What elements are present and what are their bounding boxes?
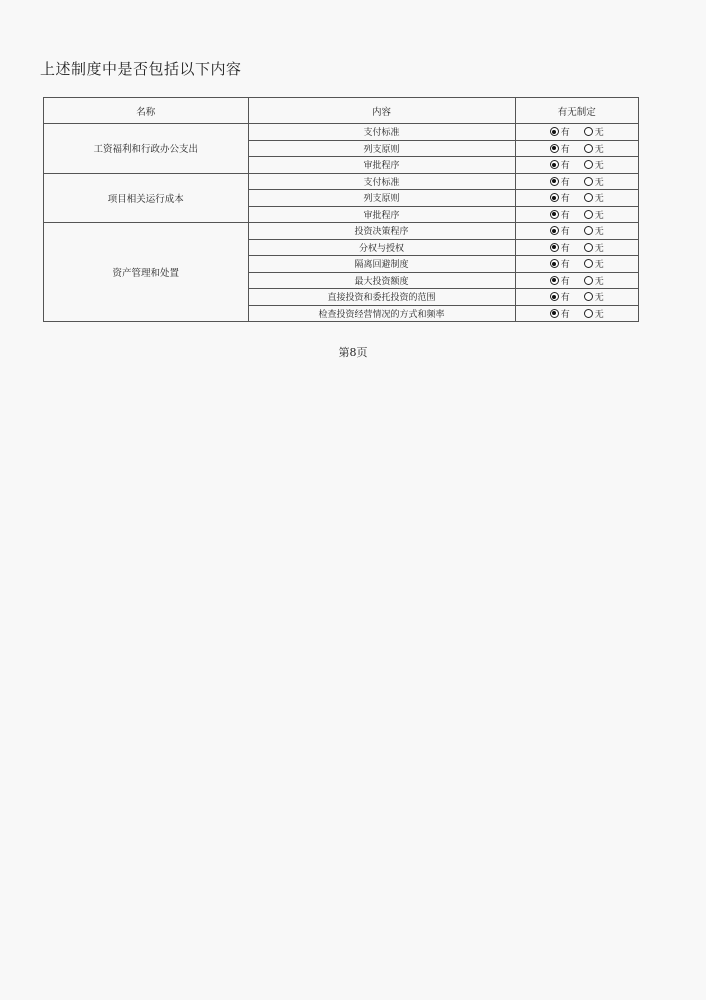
radio-group [516, 224, 638, 237]
radio-no-icon[interactable] [584, 160, 593, 169]
has-cell [515, 124, 638, 141]
radio-group [516, 142, 638, 155]
radio-label: 无 [594, 276, 604, 287]
table-row [44, 223, 639, 240]
radio-label: 有 [560, 177, 570, 188]
radio-label: 有 [560, 210, 570, 221]
radio-group [516, 191, 638, 204]
radio-yes-icon[interactable] [550, 127, 559, 136]
radio-option-no[interactable] [584, 208, 604, 221]
radio-yes-icon[interactable] [550, 309, 559, 318]
radio-label: 无 [594, 177, 604, 188]
radio-option-yes[interactable] [550, 175, 570, 188]
category-name: 项目相关运行成本 [44, 173, 249, 223]
radio-no-icon[interactable] [584, 259, 593, 268]
content-item: 隔离回避制度 [248, 256, 515, 273]
radio-yes-icon[interactable] [550, 177, 559, 186]
radio-label: 有 [560, 128, 570, 139]
radio-option-no[interactable] [584, 290, 604, 303]
radio-no-icon[interactable] [584, 292, 593, 301]
radio-no-icon[interactable] [584, 177, 593, 186]
content-item: 审批程序 [248, 206, 515, 223]
radio-label: 有 [560, 276, 570, 287]
radio-label: 有 [560, 243, 570, 254]
radio-label: 有 [560, 227, 570, 238]
radio-yes-icon[interactable] [550, 144, 559, 153]
radio-label: 无 [594, 161, 604, 172]
content-item: 最大投资额度 [248, 272, 515, 289]
content-item: 直接投资和委托投资的范围 [248, 289, 515, 306]
content-item: 分权与授权 [248, 239, 515, 256]
radio-option-no[interactable] [584, 142, 604, 155]
has-cell [515, 272, 638, 289]
content-item: 支付标准 [248, 124, 515, 141]
radio-option-no[interactable] [584, 274, 604, 287]
radio-label: 无 [594, 260, 604, 271]
content-item: 投资决策程序 [248, 223, 515, 240]
radio-label: 有 [560, 260, 570, 271]
radio-option-no[interactable] [584, 158, 604, 171]
content-item: 审批程序 [248, 157, 515, 174]
table-row [44, 124, 639, 141]
has-cell [515, 206, 638, 223]
radio-yes-icon[interactable] [550, 259, 559, 268]
content-item: 支付标准 [248, 173, 515, 190]
radio-group [516, 241, 638, 254]
radio-option-no[interactable] [584, 257, 604, 270]
header-has: 有无制定 [515, 98, 638, 124]
radio-label: 无 [594, 144, 604, 155]
radio-label: 无 [594, 210, 604, 221]
table-row [44, 173, 639, 190]
radio-option-no[interactable] [584, 307, 604, 320]
radio-yes-icon[interactable] [550, 160, 559, 169]
radio-yes-icon[interactable] [550, 276, 559, 285]
radio-label: 有 [560, 194, 570, 205]
has-cell [515, 190, 638, 207]
content-item: 列支原则 [248, 190, 515, 207]
radio-option-yes[interactable] [550, 257, 570, 270]
radio-no-icon[interactable] [584, 193, 593, 202]
radio-label: 无 [594, 194, 604, 205]
radio-yes-icon[interactable] [550, 243, 559, 252]
radio-no-icon[interactable] [584, 243, 593, 252]
table-body [44, 124, 639, 322]
radio-option-yes[interactable] [550, 142, 570, 155]
radio-option-no[interactable] [584, 191, 604, 204]
radio-group [516, 125, 638, 138]
radio-yes-icon[interactable] [550, 210, 559, 219]
radio-yes-icon[interactable] [550, 226, 559, 235]
radio-option-yes[interactable] [550, 125, 570, 138]
radio-label: 无 [594, 309, 604, 320]
radio-option-yes[interactable] [550, 208, 570, 221]
radio-label: 有 [560, 293, 570, 304]
radio-option-yes[interactable] [550, 290, 570, 303]
has-cell [515, 239, 638, 256]
policy-table [43, 97, 639, 322]
radio-label: 有 [560, 161, 570, 172]
radio-group [516, 290, 638, 303]
radio-option-yes[interactable] [550, 241, 570, 254]
has-cell [515, 173, 638, 190]
has-cell [515, 157, 638, 174]
radio-option-yes[interactable] [550, 274, 570, 287]
radio-group [516, 257, 638, 270]
radio-no-icon[interactable] [584, 309, 593, 318]
radio-label: 无 [594, 227, 604, 238]
radio-label: 无 [594, 293, 604, 304]
radio-group [516, 307, 638, 320]
content-item: 列支原则 [248, 140, 515, 157]
radio-label: 有 [560, 309, 570, 320]
radio-option-yes[interactable] [550, 191, 570, 204]
has-cell [515, 140, 638, 157]
radio-no-icon[interactable] [584, 210, 593, 219]
radio-option-yes[interactable] [550, 224, 570, 237]
table-header-row [44, 98, 639, 124]
radio-label: 无 [594, 128, 604, 139]
has-cell [515, 223, 638, 240]
radio-yes-icon[interactable] [550, 292, 559, 301]
category-name: 工资福利和行政办公支出 [44, 124, 249, 174]
header-name: 名称 [44, 98, 249, 124]
radio-group [516, 274, 638, 287]
has-cell [515, 289, 638, 306]
radio-no-icon[interactable] [584, 276, 593, 285]
radio-option-no[interactable] [584, 224, 604, 237]
page-heading: 上述制度中是否包括以下内容 [40, 60, 242, 78]
radio-label: 无 [594, 243, 604, 254]
radio-yes-icon[interactable] [550, 193, 559, 202]
radio-group [516, 175, 638, 188]
radio-option-yes[interactable] [550, 307, 570, 320]
radio-label: 有 [560, 144, 570, 155]
radio-option-no[interactable] [584, 175, 604, 188]
radio-group [516, 158, 638, 171]
category-name: 资产管理和处置 [44, 223, 249, 322]
radio-no-icon[interactable] [584, 144, 593, 153]
radio-option-yes[interactable] [550, 158, 570, 171]
has-cell [515, 256, 638, 273]
radio-no-icon[interactable] [584, 127, 593, 136]
page-number: 第8页 [338, 346, 368, 359]
radio-option-no[interactable] [584, 125, 604, 138]
has-cell [515, 305, 638, 322]
header-content: 内容 [248, 98, 515, 124]
radio-no-icon[interactable] [584, 226, 593, 235]
radio-group [516, 208, 638, 221]
radio-option-no[interactable] [584, 241, 604, 254]
content-item: 检查投资经营情况的方式和频率 [248, 305, 515, 322]
